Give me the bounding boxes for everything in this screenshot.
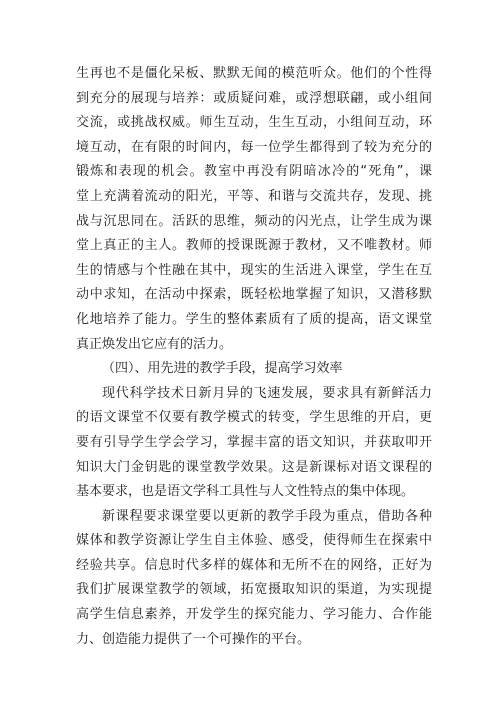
paragraph-line: 生再也不是僵化呆板、默默无闻的模范听众。他们的个性得 bbox=[76, 66, 432, 81]
paragraph-line: 媒体和教学资源让学生自主体验、感受，使得师生在探索中 bbox=[76, 533, 432, 549]
paragraph-line: 交流，或挑战权威。师生互动，生生互动，小组间互动，环 bbox=[76, 115, 432, 131]
section-heading: （四）、用先进的教学手段，提高学习效率 bbox=[102, 361, 343, 377]
paragraph-line: 要有引导学生学会学习，掌握丰富的语文知识，并获取叩开 bbox=[76, 434, 432, 450]
paragraph-line: 化地培养了能力。学生的整体素质有了质的提高，语文课堂 bbox=[76, 311, 432, 327]
paragraph-line: 知识大门金钥匙的课堂教学效果。这是新课标对语文课程的 bbox=[76, 459, 432, 475]
paragraph-line: 基本要求，也是语文学科工具性与人文性特点的集中体现。 bbox=[76, 484, 415, 500]
paragraph-line: 战与沉思同在。活跃的思维，频动的闪光点，让学生成为课 bbox=[76, 213, 432, 229]
paragraph-line: 堂上真正的主人。教师的授课既源于教材，又不唯教材。师 bbox=[76, 238, 432, 254]
paragraph-line: 堂上充满着流动的阳光，平等、和谐与交流共存，发现、挑 bbox=[76, 188, 432, 204]
paragraph-line: 生的情感与个性融在其中，现实的生活进入课堂，学生在互 bbox=[76, 262, 432, 278]
paragraph-line: 现代科学技术日新月异的飞速发展，要求具有新鲜活力 bbox=[102, 385, 432, 401]
paragraph-line: 境互动，在有限的时间内，每一位学生都得到了较为充分的 bbox=[76, 139, 432, 155]
paragraph-line: 新课程要求课堂要以更新的教学手段为重点，借助各种 bbox=[102, 508, 432, 524]
paragraph-line: 我们扩展课堂教学的领域，拓宽摄取知识的渠道，为实现提 bbox=[76, 582, 432, 598]
paragraph-line: 高学生信息素养，开发学生的探究能力、学习能力、合作能 bbox=[76, 607, 432, 623]
paragraph-line: 力、创造能力提供了一个可操作的平台。 bbox=[76, 631, 311, 647]
paragraph-line: 动中求知，在活动中探索，既轻松地掌握了知识，又潜移默 bbox=[76, 287, 432, 303]
document-body bbox=[76, 62, 432, 652]
paragraph-line: 真正焕发出它应有的活力。 bbox=[76, 336, 233, 352]
paragraph-line: 的语文课堂不仅要有教学模式的转变，学生思维的开启，更 bbox=[76, 410, 432, 426]
paragraph-line: 锻炼和表现的机会。教室中再没有阴暗冰冷的“死角”，课 bbox=[76, 164, 432, 180]
paragraph-line: 经验共享。信息时代多样的媒体和无所不在的网络，正好为 bbox=[76, 557, 432, 573]
paragraph-line: 到充分的展现与培养：或质疑问难，或浮想联翩，或小组间 bbox=[76, 90, 432, 106]
